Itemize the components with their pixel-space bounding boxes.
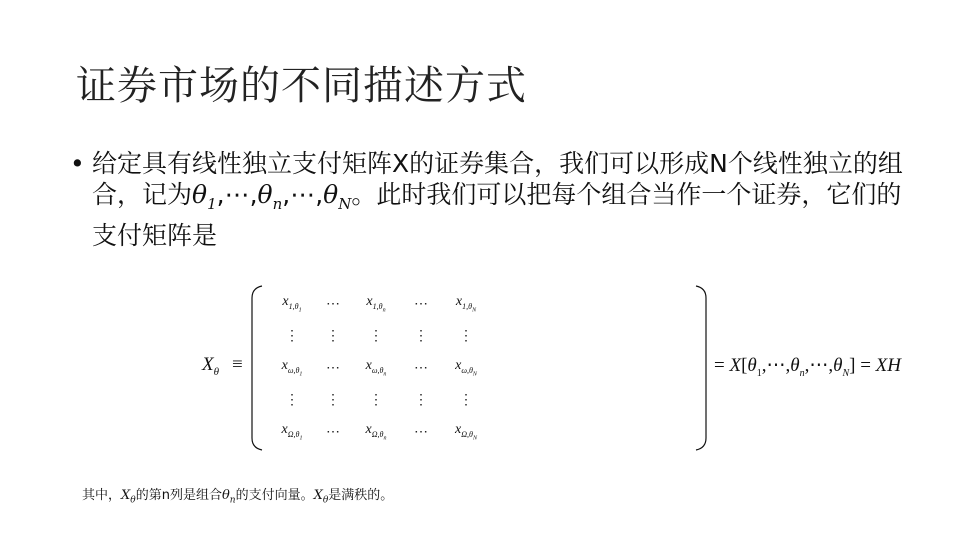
matrix-entry: $x_{1,\theta_N}$ bbox=[455, 294, 477, 314]
matrix-ellipsis: ⋯ bbox=[326, 360, 340, 376]
bullet-dot-icon: • bbox=[70, 149, 85, 178]
matrix-ellipsis: ⋮ bbox=[459, 328, 473, 344]
right-paren-icon bbox=[694, 284, 708, 452]
matrix-entry: $x_{\Omega,\theta_n}$ bbox=[365, 422, 387, 442]
matrix-entry: $x_{\omega,\theta_1}$ bbox=[281, 358, 303, 378]
matrix-ellipsis: ⋮ bbox=[285, 392, 299, 408]
comma-dots: ,⋯, bbox=[216, 180, 258, 209]
matrix-ellipsis: ⋮ bbox=[326, 392, 340, 408]
matrix-ellipsis: ⋯ bbox=[326, 296, 340, 312]
matrix-ellipsis: ⋯ bbox=[414, 296, 428, 312]
matrix-ellipsis: ⋯ bbox=[414, 424, 428, 440]
matrix-rhs: = $X[\theta_1,\cdots,\theta_n,\cdots,\theta_N]$ = XH bbox=[714, 355, 901, 379]
matrix-ellipsis: ⋮ bbox=[459, 392, 473, 408]
matrix-ellipsis: ⋯ bbox=[414, 360, 428, 376]
slide-title: 证券市场的不同描述方式 bbox=[76, 63, 527, 109]
payoff-matrix-equation bbox=[202, 284, 901, 454]
x-theta-2: $X_\theta$ bbox=[313, 488, 329, 506]
bullet-text-part-a: 给定具有线性独立支付矩阵X的证券集合，我们可以形成N个线性独立的组合，记为 bbox=[92, 149, 903, 209]
theta-n-note: $\theta_n$ bbox=[221, 488, 236, 506]
theta-n: $\theta_n$ bbox=[257, 180, 283, 213]
matrix-entry: $x_{\Omega,\theta_1}$ bbox=[281, 422, 303, 442]
bullet-text bbox=[92, 148, 920, 251]
matrix-lhs: $X_\theta$ bbox=[202, 354, 220, 378]
footnote: 其中，$X_\theta$的第n列是组合$\theta_n$的支付向量。$X_\theta$是满秩的。 bbox=[82, 488, 394, 506]
matrix-entry: $x_{\omega,\theta_N}$ bbox=[455, 358, 477, 378]
matrix-ellipsis: ⋯ bbox=[326, 424, 340, 440]
matrix-ellipsis: ⋮ bbox=[414, 392, 428, 408]
matrix-ellipsis: ⋮ bbox=[369, 392, 383, 408]
theta-1: $\theta_1$ bbox=[192, 180, 217, 213]
matrix-ellipsis: ⋮ bbox=[414, 328, 428, 344]
matrix-ellipsis: ⋮ bbox=[326, 328, 340, 344]
bullet-text-part-b: 。此时我们可以把每个组合当作一个证券，它们的支付矩阵是 bbox=[92, 180, 902, 250]
matrix-entry: $x_{1,\theta_n}$ bbox=[366, 294, 386, 314]
matrix-entry: $x_{1,\theta_1}$ bbox=[282, 294, 302, 314]
x-theta: $X_\theta$ bbox=[121, 488, 136, 506]
matrix-ellipsis: ⋮ bbox=[369, 328, 383, 344]
left-paren-icon bbox=[250, 284, 264, 452]
matrix-entry: $x_{\omega,\theta_n}$ bbox=[365, 358, 387, 378]
matrix-grid bbox=[266, 288, 494, 448]
comma-dots: ,⋯, bbox=[282, 180, 324, 209]
equiv-sign: ≡ bbox=[232, 354, 243, 375]
matrix-entry: $x_{\Omega,\theta_N}$ bbox=[455, 422, 477, 442]
theta-N: $\theta_N$ bbox=[323, 180, 352, 213]
matrix-ellipsis: ⋮ bbox=[285, 328, 299, 344]
bullet-paragraph bbox=[70, 148, 920, 251]
